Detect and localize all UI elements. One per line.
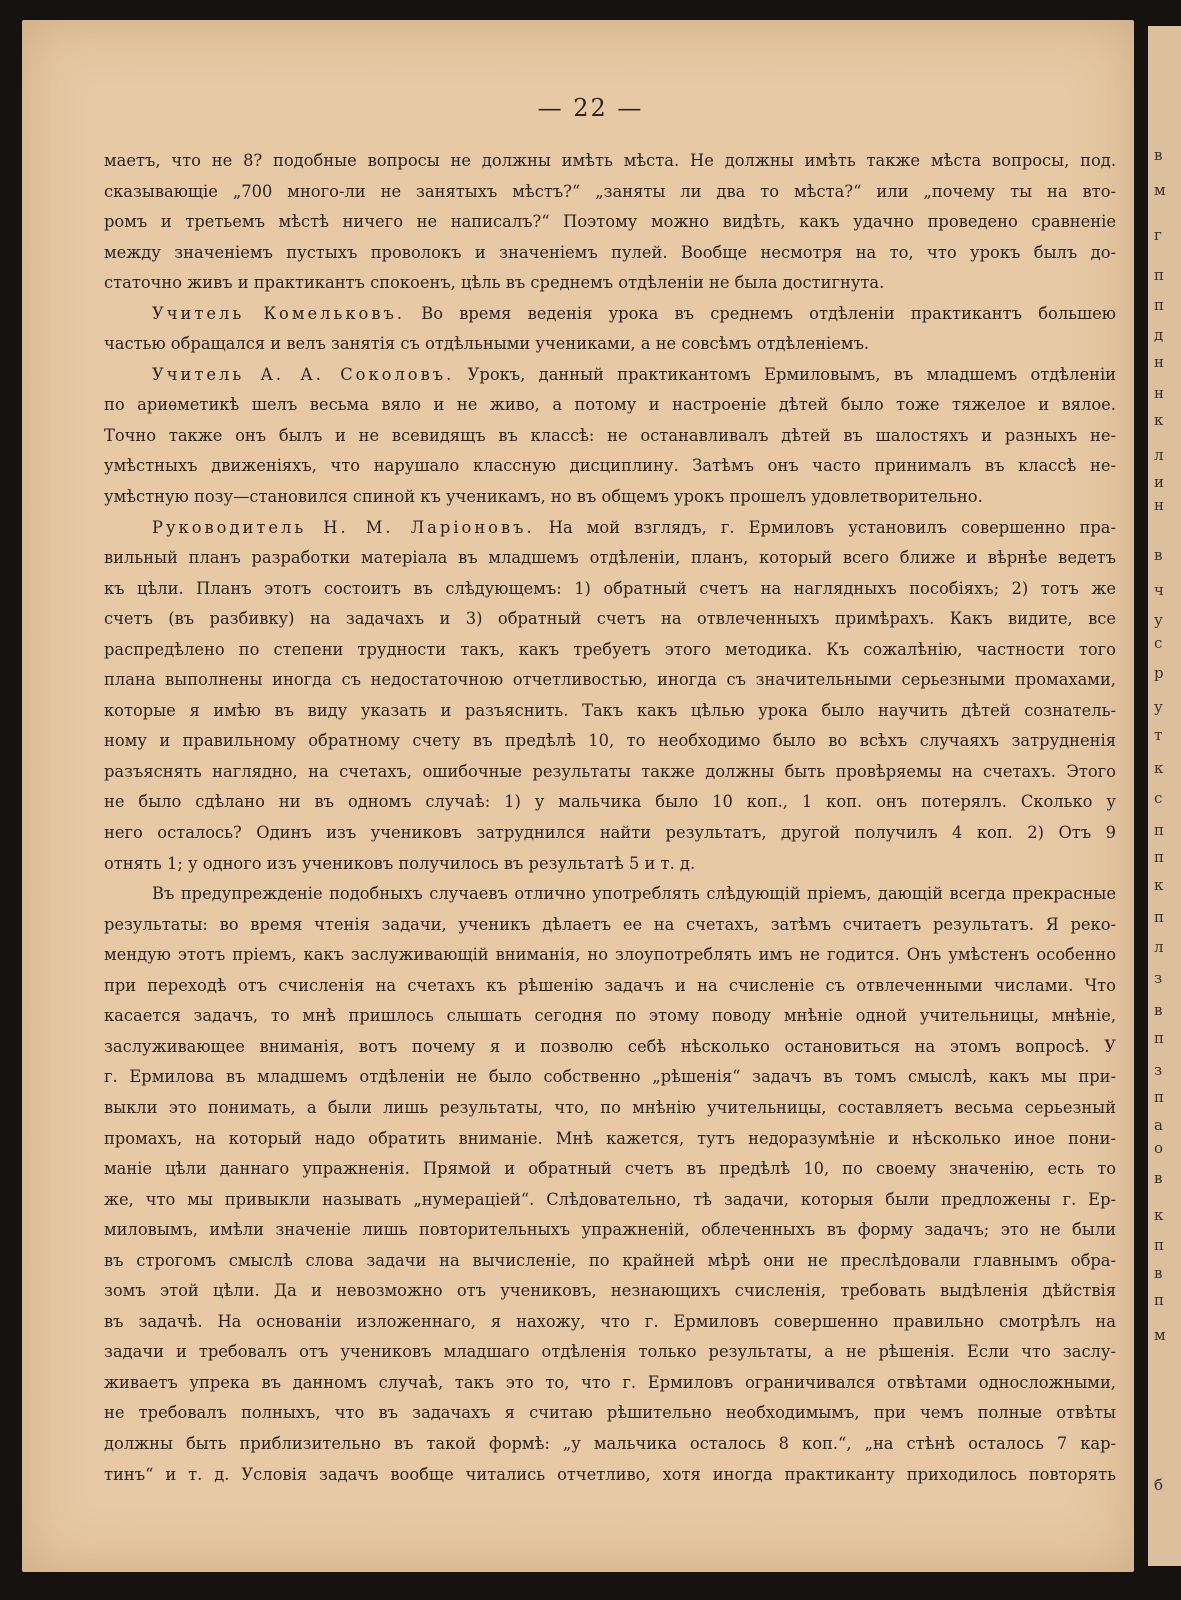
edge-char: у: [1154, 698, 1163, 716]
edge-char: п: [1154, 908, 1164, 926]
text-line: которые я имѣю въ виду указать и разъяснить. Такъ какъ цѣлью урока было научить дѣтей сознатель-: [104, 700, 1116, 720]
speaker-name: Руководитель Н. М. Ларіоновъ.: [152, 517, 535, 537]
edge-char: ч: [1154, 581, 1164, 599]
text-line: маніе цѣли даннаго упражненія. Прямой и обратный счетъ въ предѣлѣ 10, по своему значенію, есть то: [104, 1159, 1116, 1179]
speaker-name: Учитель А. А. Соколовъ.: [152, 364, 455, 384]
text-line: ромъ и третьемъ мѣстѣ ничего не написалъ?“ Поэтому можно видѣть, какъ удачно проведено сравненіе: [104, 212, 1116, 232]
edge-char: м: [1154, 1326, 1166, 1344]
edge-char: к: [1154, 759, 1164, 777]
text-line: статочно живъ и практикантъ спокоенъ, цѣль въ среднемъ отдѣленіи не была достигнута.: [104, 273, 885, 293]
edge-char: в: [1154, 546, 1163, 564]
text-line: вильный планъ разработки матеріала въ младшемъ отдѣленіи, планъ, который всего ближе и вѣрнѣе ведетъ: [104, 548, 1116, 568]
edge-char: п: [1154, 821, 1164, 839]
text-line: мендую этотъ пріемъ, какъ заслуживающій вниманія, но злоупотреблять имъ не годится. Онъ умѣстенъ особенно: [104, 945, 1116, 965]
edge-char: н: [1154, 384, 1164, 402]
edge-char: в: [1154, 1169, 1163, 1187]
text-line: частью обращался и велъ занятія съ отдѣльными учениками, а не совсѣмъ отдѣленіемъ.: [104, 334, 870, 354]
edge-char: в: [1154, 1264, 1163, 1282]
text-line: Руководитель Н. М. Ларіоновъ. На мой взглядъ, г. Ермиловъ установилъ совершенно пра-: [152, 517, 1116, 537]
text-line: разъяснять наглядно, на счетахъ, ошибочные результаты также должны быть провѣряемы на счетахъ. Этого: [104, 761, 1116, 781]
edge-char: у: [1154, 611, 1163, 629]
text-line: зомъ этой цѣли. Да и невозможно отъ учениковъ, незнающихъ счисленія, требовать выдѣленія дѣйствія: [104, 1281, 1116, 1301]
edge-char: з: [1154, 969, 1163, 987]
edge-char: в: [1154, 146, 1163, 164]
text-line: Точно также онъ былъ и не всевидящъ въ классѣ: не останавливалъ дѣтей въ шалостяхъ и разныхъ не-: [104, 425, 1116, 445]
page-number: — 22 —: [537, 94, 644, 122]
edge-char: п: [1154, 1088, 1164, 1106]
text-line: между значеніемъ пустыхъ проволокъ и значеніемъ пулей. Вообще несмотря на то, что урокъ былъ до-: [104, 242, 1116, 262]
edge-char: г: [1154, 226, 1162, 244]
text-line: Въ предупрежденіе подобныхъ случаевъ отлично употреблять слѣдующій пріемъ, дающій всегда прекрасные: [152, 884, 1116, 904]
edge-char: п: [1154, 1029, 1164, 1047]
edge-char: б: [1154, 1476, 1164, 1494]
text-line: къ цѣли. Планъ этотъ состоитъ въ слѣдующемъ: 1) обратный счетъ на наглядныхъ пособіяхъ; 2) тотъ же: [104, 578, 1116, 598]
edge-char: м: [1154, 181, 1166, 199]
edge-char: а: [1154, 1116, 1163, 1134]
text-line: ному и правильному обратному счету въ предѣлѣ 10, то необходимо было во всѣхъ случаяхъ затрудненія: [104, 731, 1116, 751]
text-line: заслуживающее вниманія, вотъ почему я и позволю себѣ нѣсколько остановиться на этомъ вопросѣ. У: [104, 1036, 1116, 1056]
edge-char: д: [1154, 326, 1164, 344]
text-line: въ задачѣ. На основаніи изложеннаго, я нахожу, что г. Ермиловъ совершенно правильно смотрѣлъ на: [104, 1311, 1116, 1331]
text-line: выкли это понимать, а были лишь результаты, что, по мнѣнію учительницы, составляетъ весьма серьезный: [104, 1097, 1116, 1117]
text-line: живаетъ упрека въ данномъ случаѣ, такъ это то, что г. Ермиловъ ограничивался отвѣтами односложными,: [104, 1372, 1116, 1392]
edge-char: л: [1154, 938, 1164, 956]
text-line: счетъ (въ разбивку) на задачахъ и 3) обратный счетъ на отвлеченныхъ примѣрахъ. Какъ видите, все: [104, 609, 1116, 629]
text-line: Учитель А. А. Соколовъ. Урокъ, данный практикантомъ Ермиловымъ, въ младшемъ отдѣленіи: [152, 364, 1116, 384]
text-line: плана выполнены иногда съ недостаточною отчетливостью, иногда съ значительными серьезными промахами,: [104, 670, 1116, 690]
text-line: не требовалъ полныхъ, что въ задачахъ я считаю рѣшительно необходимымъ, при чемъ полные отвѣты: [104, 1403, 1116, 1423]
text-line: задачи и требовалъ отъ учениковъ младшаго отдѣленія только результаты, а не рѣшенія. Если что заслу-: [104, 1342, 1116, 1362]
adjacent-page-edge: [1148, 26, 1181, 1566]
edge-char: о: [1154, 1139, 1164, 1157]
text-line: должны быть приблизительно въ такой формѣ: „у мальчика осталось 8 коп.“, „на стѣнѣ осталось 7 кар-: [104, 1433, 1116, 1453]
text-line: распредѣлено по степени трудности такъ, какъ требуетъ этого методика. Къ сожалѣнію, частности того: [104, 639, 1116, 659]
edge-char: н: [1154, 496, 1164, 514]
text-line: Учитель Комельковъ. Во время веденія урока въ среднемъ отдѣленіи практикантъ большею: [152, 303, 1116, 323]
body-text: [104, 146, 1116, 1490]
text-line: сказывающіе „700 много-ли не занятыхъ мѣстъ?“ „заняты ли два то мѣста?“ или „почему ты на вто-: [104, 181, 1116, 201]
text-line: г. Ермилова въ младшемъ отдѣленіи не было собственно „рѣшенія“ задачъ въ томъ смыслѣ, какъ мы при-: [104, 1067, 1116, 1087]
edge-char: п: [1154, 1236, 1164, 1254]
edge-char: п: [1154, 1291, 1164, 1309]
edge-char: п: [1154, 296, 1164, 314]
text-line: не было сдѣлано ни въ одномъ случаѣ: 1) у мальчика было 10 коп., 1 коп. онъ потерялъ. Сколько у: [104, 792, 1116, 812]
text-line: результаты: во время чтенія задачи, ученикъ дѣлаетъ ее на счетахъ, затѣмъ считаетъ результатъ. Я реко-: [104, 914, 1116, 934]
text-line: въ строгомъ смыслѣ слова задачи на вычисленіе, по крайней мѣрѣ они не преслѣдовали главнымъ обра-: [104, 1250, 1116, 1270]
text-line: же, что мы привыкли называть „нумераціей“. Слѣдовательно, тѣ задачи, которыя были предложены г. Ер-: [104, 1189, 1116, 1209]
speaker-name: Учитель Комельковъ.: [152, 303, 406, 323]
text-line: умѣстныхъ движеніяхъ, что нарушало классную дисциплину. Затѣмъ онъ часто принималъ въ классѣ не-: [104, 456, 1116, 476]
text-line: миловымъ, имѣли значеніе лишь повторительныхъ упражненій, облеченныхъ въ форму задачъ; это не были: [104, 1220, 1116, 1240]
edge-char: з: [1154, 1061, 1163, 1079]
text-line: отнять 1; у одного изъ учениковъ получилось въ результатѣ 5 и т. д.: [104, 853, 696, 873]
edge-char: п: [1154, 848, 1164, 866]
edge-char: т: [1154, 726, 1163, 744]
text-line: при переходѣ отъ счисленія на счетахъ къ рѣшенію задачъ и на счисленіе съ отвлеченными числами. Что: [104, 975, 1116, 995]
edge-char: п: [1154, 266, 1164, 284]
edge-char: с: [1154, 789, 1163, 807]
edge-char: и: [1154, 473, 1164, 491]
edge-char: в: [1154, 1001, 1163, 1019]
edge-char: к: [1154, 1206, 1164, 1224]
text-line: маетъ, что не 8? подобные вопросы не должны имѣть мѣста. Не должны имѣть также мѣста вопросы, под.: [104, 151, 1116, 170]
text-line: касается задачъ, то мнѣ пришлось слышать сегодня по этому поводу мнѣніе одной учительницы, мнѣніе,: [104, 1006, 1116, 1026]
text-line: тинъ“ и т. д. Условія задачъ вообще читались отчетливо, хотя иногда практиканту приходилось повторять: [104, 1464, 1116, 1484]
edge-char: л: [1154, 446, 1164, 464]
text-line: промахъ, на который надо обратить вниманіе. Мнѣ кажется, тутъ недоразумѣніе и нѣсколько иное пони-: [104, 1128, 1116, 1148]
edge-char: к: [1154, 876, 1164, 894]
text-line: умѣстную позу—становился спиной къ ученикамъ, но въ общемъ урокъ прошелъ удовлетворительно.: [104, 487, 983, 507]
edge-char: н: [1154, 353, 1164, 371]
text-line: по ариѳметикѣ шелъ весьма вяло и не живо, а потому и настроеніе дѣтей было тоже тяжелое и вялое.: [104, 395, 1116, 415]
edge-char: р: [1154, 664, 1164, 682]
text-line: него осталось? Одинъ изъ учениковъ затруднился найти результатъ, другой получилъ 4 коп. 2) Отъ 9: [104, 823, 1116, 843]
edge-char: с: [1154, 634, 1163, 652]
edge-char: к: [1154, 411, 1164, 429]
